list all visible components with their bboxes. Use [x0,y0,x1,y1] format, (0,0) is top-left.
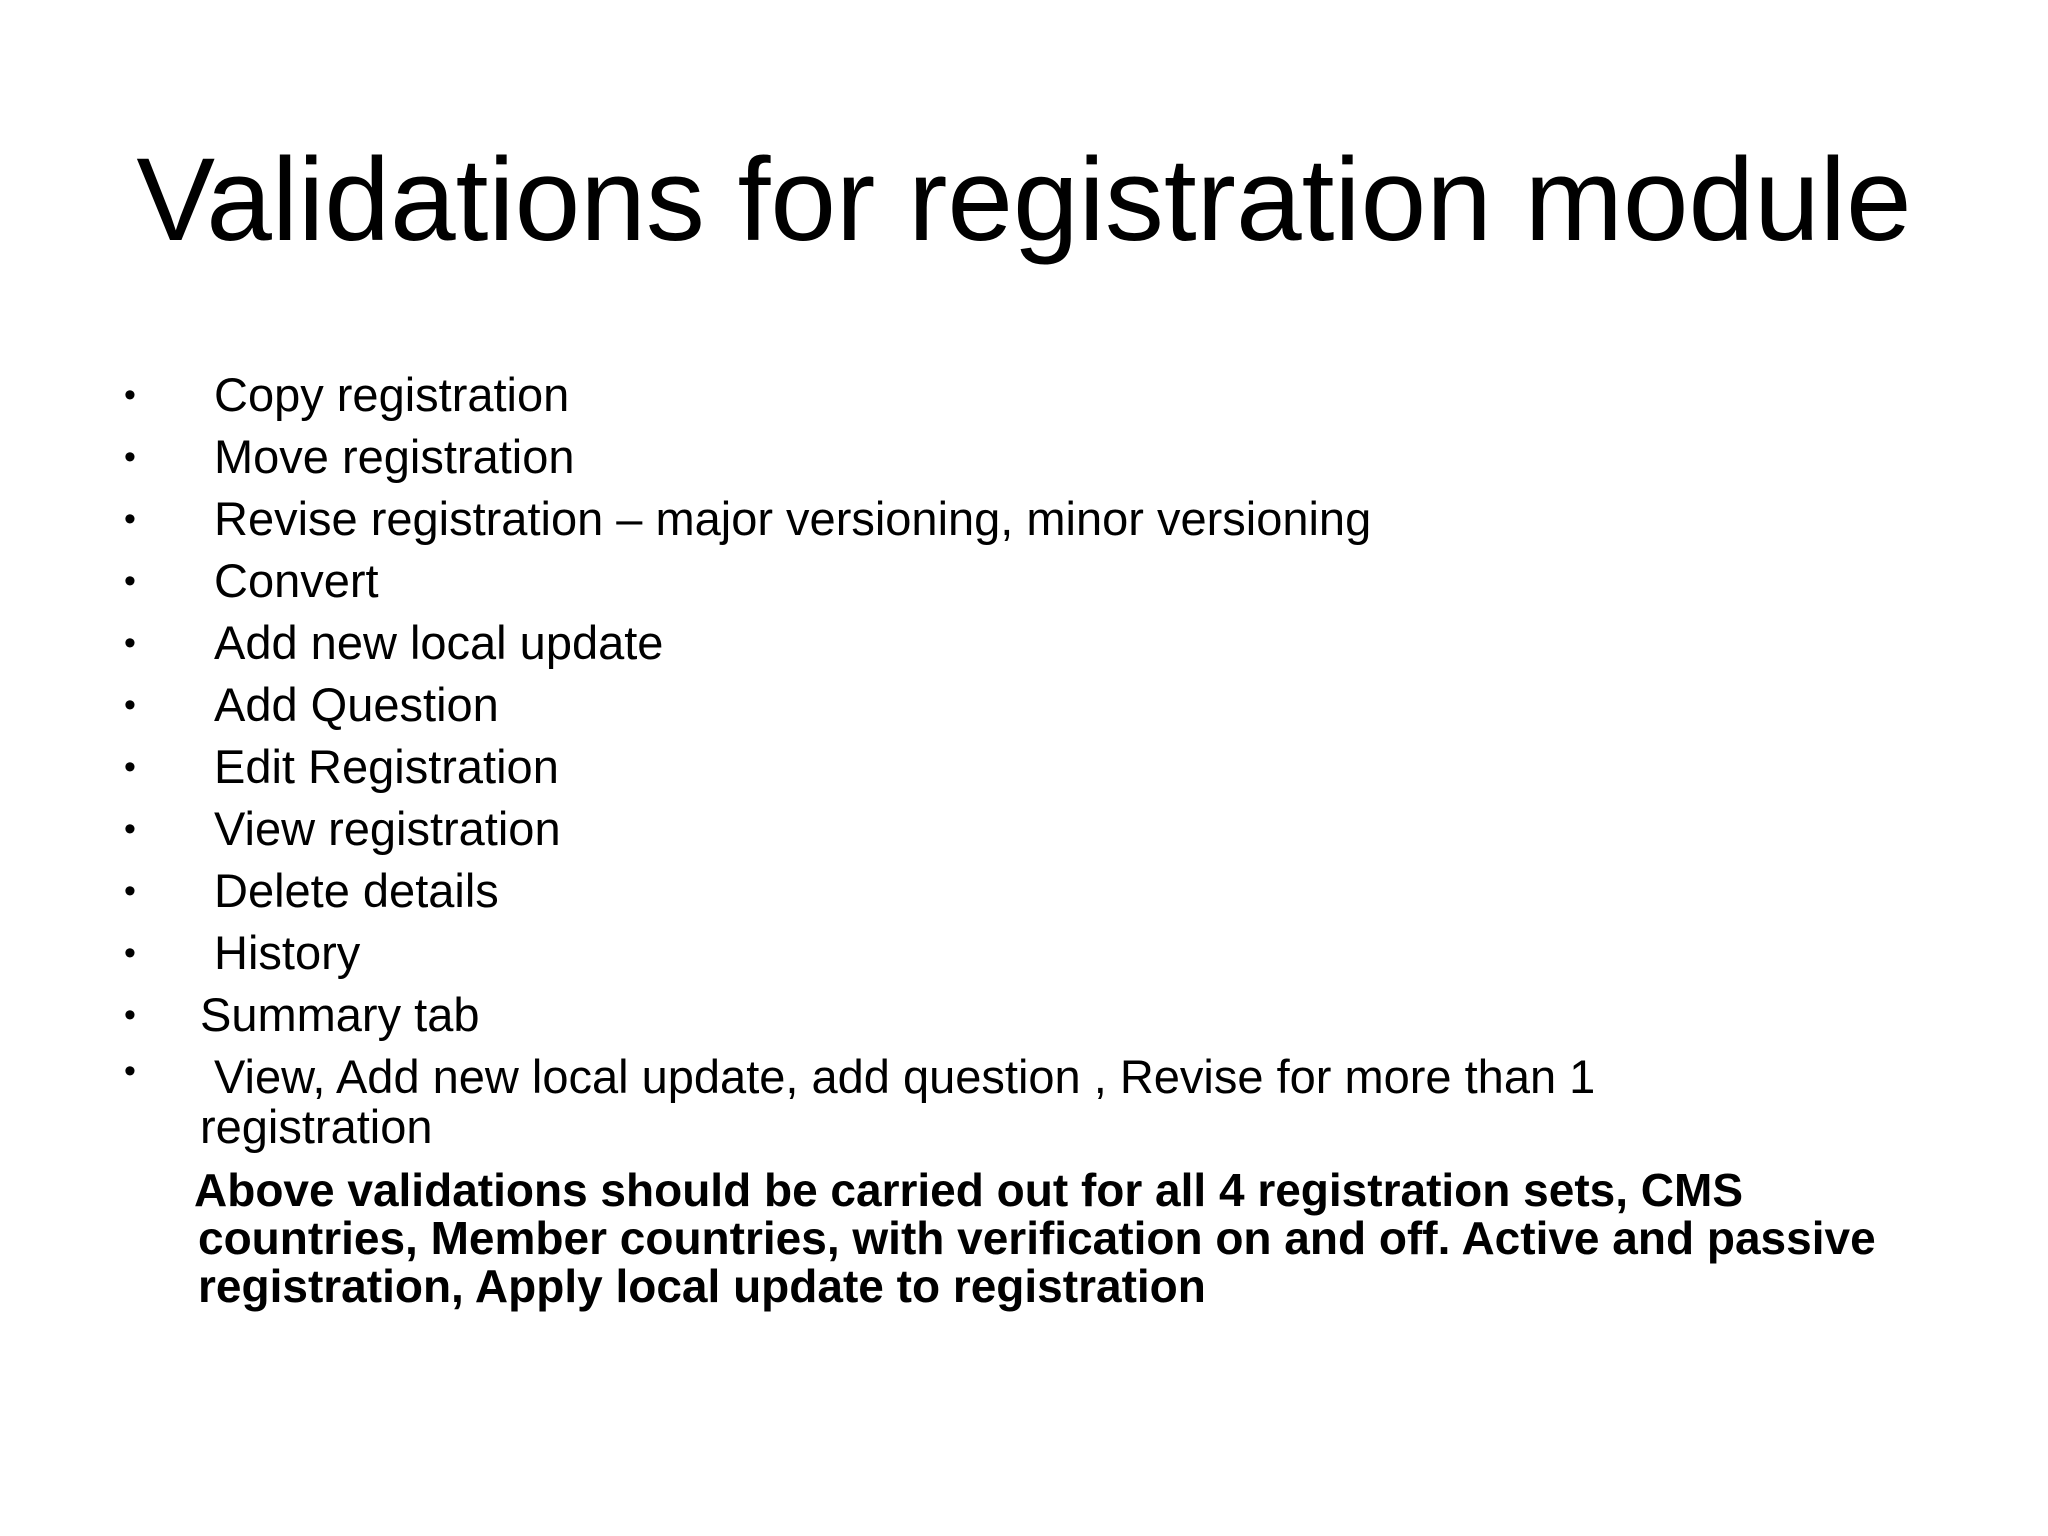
bullet-icon: • [124,810,136,848]
bullet-icon: • [124,376,136,414]
bullet-icon: • [124,1052,136,1090]
bullet-item [124,736,1984,798]
bullet-item [124,488,1984,550]
bullet-icon: • [124,748,136,786]
bullet-item [124,1046,1984,1152]
bullet-text: Add Question [214,678,499,731]
bullet-text: Add new local update [214,616,664,669]
bullet-text: Edit Registration [214,740,559,793]
bullet-icon: • [124,500,136,538]
bullet-text: View, Add new local update, add question , Revise for more than 1 [214,1050,1596,1103]
bullet-item [124,984,1984,1046]
validation-note: Above validations should be carried out for all 4 registration sets, CMS countries, Member countries, with verification on and off. Active and passive registration, Apply local update to registration [194,1164,1876,1312]
bullet-item [124,612,1984,674]
bullet-icon: • [124,934,136,972]
bullet-text: History [214,926,361,979]
bullet-item [124,860,1984,922]
bullet-text-continuation: registration [200,1100,433,1153]
bullet-text: Delete details [214,864,499,917]
bullet-icon: • [124,562,136,600]
bullet-text: View registration [214,802,561,855]
bullet-icon: • [124,996,136,1034]
bullet-icon: • [124,686,136,724]
bullet-item [124,550,1984,612]
bullet-text: Move registration [214,430,575,483]
bullet-text: Summary tab [200,988,480,1041]
bullet-icon: • [124,872,136,910]
bullet-item [124,674,1984,736]
bullet-item [124,922,1984,984]
bullet-icon: • [124,624,136,662]
bullet-item [124,426,1984,488]
bullet-text: Convert [214,554,379,607]
bullet-list [124,364,1984,1152]
bullet-item [124,798,1984,860]
slide-title: Validations for registration module [136,134,1912,266]
bullet-text: Copy registration [214,368,570,421]
bullet-text: Revise registration – major versioning, minor versioning [214,492,1372,545]
bullet-icon: • [124,438,136,476]
bullet-item [124,364,1984,426]
